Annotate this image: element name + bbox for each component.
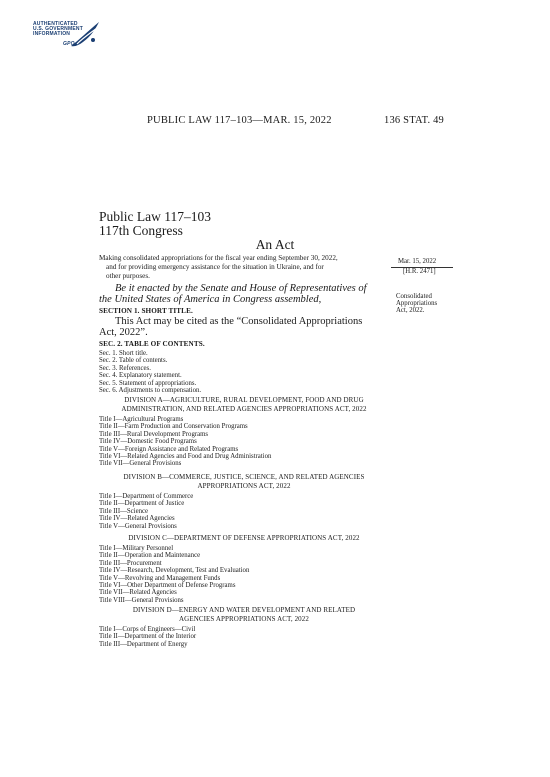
division-title-item: Title VIII—General Provisions [99, 596, 184, 604]
division-title-item: Title V—Revolving and Management Funds [99, 574, 221, 582]
section-1-text-line-2: Act, 2022”. [99, 327, 148, 338]
division-title-item: Title I—Agricultural Programs [99, 416, 184, 423]
public-law-number: Public Law 117–103 [99, 209, 211, 224]
section-1-heading: SECTION 1. SHORT TITLE. [99, 307, 193, 315]
division-title-item: Title VI—Other Department of Defense Programs [99, 582, 236, 590]
division-title-item: Title IV—Related Agencies [99, 515, 175, 523]
division-title-item: Title V—Foreign Assistance and Related Programs [99, 445, 239, 453]
division-a-heading-line-2: ADMINISTRATION, AND RELATED AGENCIES APPROPRIATIONS ACT, 2022 [121, 405, 367, 413]
division-c-titles [99, 545, 249, 604]
margin-note-line-3: Act, 2022. [396, 307, 425, 314]
division-b-heading-line-1: DIVISION B—COMMERCE, JUSTICE, SCIENCE, AND RELATED AGENCIES [123, 473, 365, 481]
running-header-left: PUBLIC LAW 117–103—MAR. 15, 2022 [147, 115, 332, 126]
division-title-item: Title II—Department of Justice [99, 500, 185, 508]
margin-date: Mar. 15, 2022 [398, 258, 437, 265]
purpose-line-1: Making consolidated appropriations for the fiscal year ending September 30, 2022, [99, 254, 338, 262]
division-a-heading-line-1: DIVISION A—AGRICULTURE, RURAL DEVELOPMENT, FOOD AND DRUG [124, 396, 364, 404]
division-title-item: Title I—Corps of Engineers—Civil [99, 626, 196, 633]
division-d-heading-line-2: AGENCIES APPROPRIATIONS ACT, 2022 [179, 615, 309, 623]
margin-bill-number: [H.R. 2471] [403, 268, 436, 275]
purpose-line-2: and for providing emergency assistance for the situation in Ukraine, and for [106, 263, 324, 271]
division-a-titles [99, 416, 271, 468]
division-title-item: Title V—General Provisions [99, 522, 177, 530]
toc-item: Sec. 3. References. [99, 364, 151, 372]
seal-text-line-2: U.S. GOVERNMENT [33, 26, 83, 32]
division-title-item: Title IV—Domestic Food Programs [99, 438, 197, 446]
division-title-item: Title VII—General Provisions [99, 460, 182, 468]
toc-item: Sec. 6. Adjustments to compensation. [99, 387, 202, 395]
seal-text-line-4: GPO [63, 41, 75, 47]
division-b-heading-line-2: APPROPRIATIONS ACT, 2022 [197, 482, 291, 490]
toc-item: Sec. 1. Short title. [99, 350, 148, 357]
purpose-line-3: other purposes. [106, 272, 150, 280]
division-title-item: Title I—Military Personnel [99, 545, 174, 552]
division-title-item: Title VI—Related Agencies and Food and Drug Administration [99, 453, 272, 461]
section-2-heading: SEC. 2. TABLE OF CONTENTS. [99, 340, 205, 348]
toc-sections-list [99, 350, 201, 394]
division-title-item: Title III—Procurement [99, 559, 162, 567]
division-b-titles [99, 493, 193, 530]
gpo-authenticated-seal [33, 22, 103, 64]
act-heading: An Act [255, 237, 295, 252]
division-title-item: Title VII—Related Agencies [99, 589, 177, 597]
toc-item: Sec. 4. Explanatory statement. [99, 372, 182, 380]
seal-text-line-3: INFORMATION [33, 31, 71, 37]
enacting-clause-line-1: Be it enacted by the Senate and House of Representatives of [115, 283, 367, 294]
toc-item: Sec. 5. Statement of appropriations. [99, 379, 197, 387]
division-title-item: Title II—Farm Production and Conservation Programs [99, 423, 248, 431]
division-title-item: Title IV—Research, Development, Test and Evaluation [99, 567, 250, 575]
division-d-heading-line-1: DIVISION D—ENERGY AND WATER DEVELOPMENT AND RELATED [132, 606, 356, 614]
division-title-item: Title III—Rural Development Programs [99, 430, 209, 438]
margin-note-line-2: Appropriations [396, 300, 438, 307]
division-c-heading: DIVISION C—DEPARTMENT OF DEFENSE APPROPRIATIONS ACT, 2022 [128, 534, 360, 542]
congress-number: 117th Congress [99, 223, 183, 238]
section-1-text-line-1: This Act may be cited as the “Consolidated Appropriations [115, 316, 363, 327]
division-title-item: Title III—Department of Energy [99, 640, 188, 648]
division-title-item: Title II—Operation and Maintenance [99, 552, 201, 560]
margin-note-line-1: Consolidated [396, 293, 432, 300]
seal-text-line-1: AUTHENTICATED [33, 21, 78, 27]
division-title-item: Title I—Department of Commerce [99, 493, 194, 500]
eagle-icon [69, 20, 103, 50]
toc-item: Sec. 2. Table of contents. [99, 357, 168, 365]
running-header-right: 136 STAT. 49 [384, 115, 444, 126]
division-d-titles [99, 626, 196, 648]
enacting-clause-line-2: the United States of America in Congress assembled, [99, 294, 322, 305]
division-title-item: Title III—Science [99, 507, 149, 515]
division-title-item: Title II—Department of the Interior [99, 633, 197, 641]
